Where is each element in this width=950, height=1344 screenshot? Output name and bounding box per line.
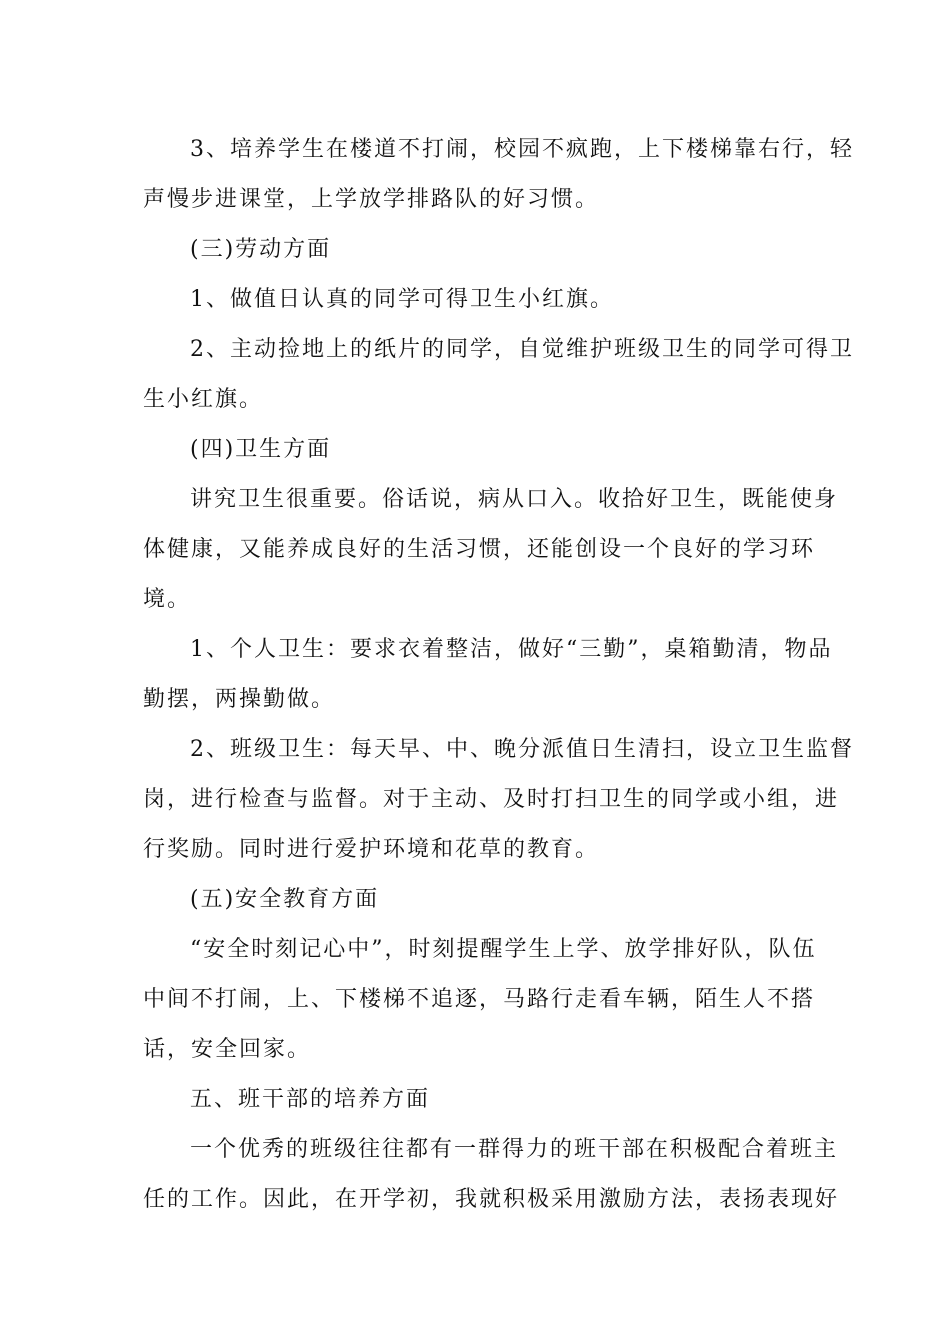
section-heading: (五)安全教育方面 xyxy=(190,887,380,912)
paragraph-line: 一个优秀的班级往往都有一群得力的班干部在积极配合着班主 xyxy=(190,1137,839,1162)
paragraph-line: 体健康，又能养成良好的生活习惯，还能创设一个良好的学习环 xyxy=(143,537,816,562)
paragraph-line: 行奖励。同时进行爱护环境和花草的教育。 xyxy=(143,837,600,862)
paragraph-line: 1、个人卫生：要求衣着整洁，做好“三勤”，桌箱勤清，物品 xyxy=(190,637,833,662)
paragraph-line: 讲究卫生很重要。俗话说，病从口入。收拾好卫生，既能使身 xyxy=(190,487,839,512)
paragraph-line: 1、做值日认真的同学可得卫生小红旗。 xyxy=(190,287,614,312)
section-heading: 五、班干部的培养方面 xyxy=(190,1087,431,1112)
paragraph-line: 生小红旗。 xyxy=(143,387,264,412)
paragraph-line: 任的工作。因此，在开学初，我就积极采用激励方法，表扬表现好 xyxy=(143,1187,840,1212)
paragraph-line: 2、主动捡地上的纸片的同学，自觉维护班级卫生的同学可得卫 xyxy=(190,337,854,362)
paragraph-line: 岗，进行检查与监督。对于主动、及时打扫卫生的同学或小组，进 xyxy=(143,787,840,812)
paragraph-line: 3、培养学生在楼道不打闹，校园不疯跑，上下楼梯靠右行，轻 xyxy=(190,137,854,162)
paragraph-line: 中间不打闹，上、下楼梯不追逐，马路行走看车辆，陌生人不搭 xyxy=(143,987,816,1012)
paragraph-line: 声慢步进课堂，上学放学排路队的好习惯。 xyxy=(143,187,600,212)
paragraph-line: “安全时刻记心中”，时刻提醒学生上学、放学排好队，队伍 xyxy=(190,937,817,962)
paragraph-line: 境。 xyxy=(143,587,192,612)
paragraph-line: 2、班级卫生：每天早、中、晚分派值日生清扫，设立卫生监督 xyxy=(190,737,854,762)
paragraph-line: 勤摆，两操勤做。 xyxy=(143,687,336,712)
section-heading: (三)劳动方面 xyxy=(190,237,332,262)
paragraph-line: 话，安全回家。 xyxy=(143,1037,312,1062)
section-heading: (四)卫生方面 xyxy=(190,437,332,462)
